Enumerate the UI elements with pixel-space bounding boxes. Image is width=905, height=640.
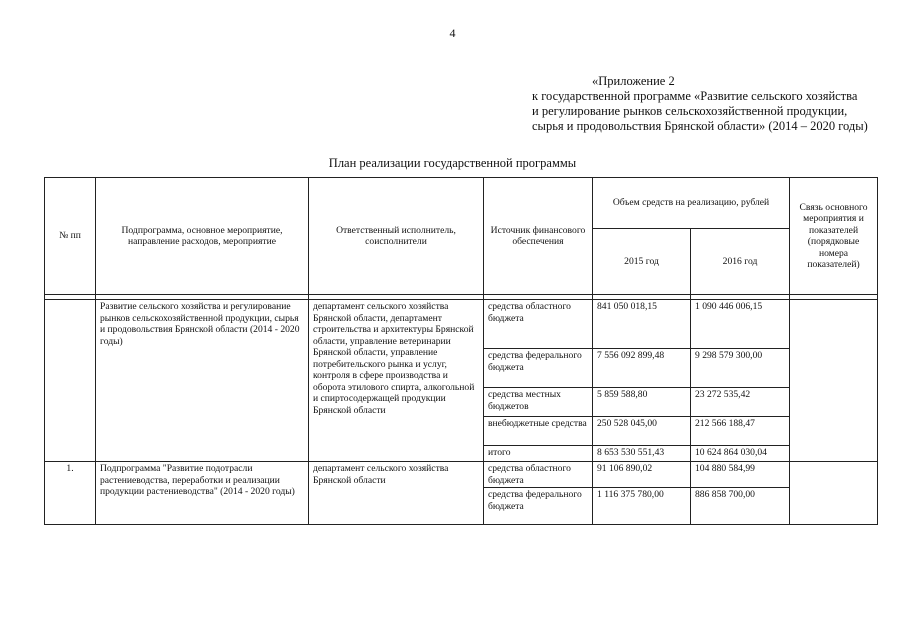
source-cell: средства федерального бюджета [484, 488, 593, 525]
value-2016-cell: 212 566 188,47 [691, 417, 790, 446]
table-row [45, 462, 878, 488]
value-2015-cell: 5 859 588,80 [593, 388, 691, 417]
header-num: № пп [45, 178, 96, 295]
header-subprogram: Подпрограмма, основное мероприятие, направление расходов, мероприятие [96, 178, 309, 295]
value-2016-cell: 1 090 446 006,15 [691, 300, 790, 349]
value-2016-cell: 10 624 864 030,04 [691, 446, 790, 462]
value-2016-cell: 886 858 700,00 [691, 488, 790, 525]
program-name: Развитие сельского хозяйства и регулирование рынков сельскохозяйственной продукции, сырья и продовольствия Брянской области (2014 - 2020 годы) [96, 300, 309, 462]
header-year-2015: 2015 год [593, 229, 691, 295]
subprogram-executor: департамент сельского хозяйства Брянской области [309, 462, 484, 525]
source-cell: средства областного бюджета [484, 300, 593, 349]
page-number: 4 [449, 26, 456, 40]
table-row [45, 300, 878, 349]
header-executor: Ответственный исполнитель, соисполнители [309, 178, 484, 295]
value-2015-cell: 841 050 018,15 [593, 300, 691, 349]
value-2015-cell: 91 106 890,02 [593, 462, 691, 488]
program-num [45, 300, 96, 462]
header-source: Источник финансового обеспечения [484, 178, 593, 295]
appendix-line-1: «Приложение 2 [592, 74, 675, 88]
value-2015-cell: 7 556 092 899,48 [593, 349, 691, 388]
plan-title: План реализации государственной программы [328, 156, 577, 170]
value-2015-cell: 8 653 530 551,43 [593, 446, 691, 462]
plan-table [44, 177, 878, 525]
subprogram-name: Подпрограмма "Развитие подотрасли растениеводства, переработки и реализации продукции растениеводства" (2014 - 2020 годы) [96, 462, 309, 525]
header-year-2016: 2016 год [691, 229, 790, 295]
header-link: Связь основного мероприятия и показателей (порядковые номера показателей) [790, 178, 878, 295]
value-2016-cell: 9 298 579 300,00 [691, 349, 790, 388]
header-volume: Объем средств на реализацию, рублей [593, 178, 790, 229]
source-cell: средства областного бюджета [484, 462, 593, 488]
table-header-row-top [45, 178, 878, 229]
value-2015-cell: 1 116 375 780,00 [593, 488, 691, 525]
value-2015-cell: 250 528 045,00 [593, 417, 691, 446]
source-cell: средства федерального бюджета [484, 349, 593, 388]
appendix-line-3: и регулирование рынков сельскохозяйственной продукции, [532, 104, 848, 118]
value-2016-cell: 104 880 584,99 [691, 462, 790, 488]
source-cell: итого [484, 446, 593, 462]
appendix-line-4: сырья и продовольствия Брянской области» (2014 – 2020 годы) [532, 119, 868, 133]
program-executor: департамент сельского хозяйства Брянской области, департамент строительства и архитектуры Брянской области, управление ветеринарии Брянской области, управление потребительского рынка и услуг, контроля в сфере производства и оборота этилового спирта, алкогольной и спиртосодержащей продукции Брянской области [309, 300, 484, 462]
source-cell: средства местных бюджетов [484, 388, 593, 417]
source-cell: внебюджетные средства [484, 417, 593, 446]
appendix-line-2: к государственной программе «Развитие сельского хозяйства [532, 89, 858, 103]
value-2016-cell: 23 272 535,42 [691, 388, 790, 417]
subprogram-num: 1. [45, 462, 96, 525]
appendix-heading [532, 74, 892, 134]
link-cell [790, 300, 878, 462]
link-cell [790, 462, 878, 525]
